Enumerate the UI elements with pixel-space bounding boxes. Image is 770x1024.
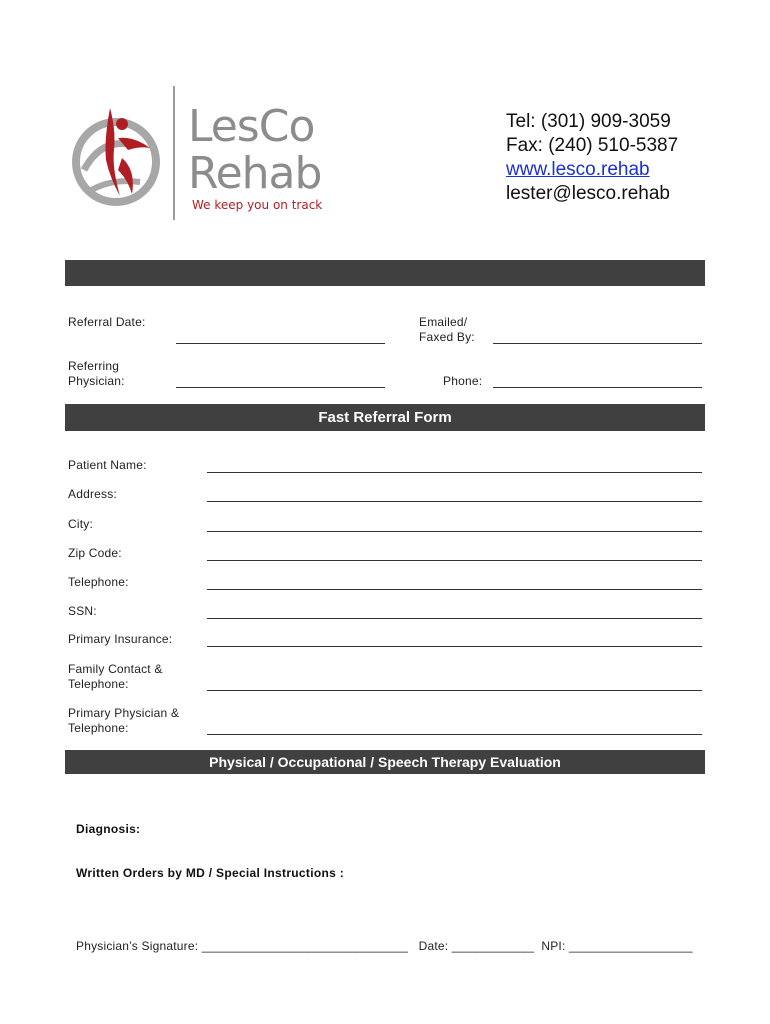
logo-word-rehab: Rehab: [188, 148, 322, 199]
family-contact-label-2: Telephone:: [68, 677, 129, 691]
logo-emblem: [70, 100, 162, 215]
orders-label: Written Orders by MD / Special Instructions :: [76, 866, 344, 880]
referring-physician-field[interactable]: [176, 387, 385, 388]
signature-line[interactable]: Physician’s Signature: ______________________________ Date: ____________ NPI: __________________: [76, 939, 693, 953]
evaluation-title: Physical / Occupational / Speech Therapy Evaluation: [65, 750, 705, 774]
insurance-field[interactable]: [207, 646, 702, 647]
header-bar: [65, 260, 705, 286]
primary-physician-label-2: Telephone:: [68, 721, 129, 735]
form-title: Fast Referral Form: [65, 404, 705, 431]
emailed-label-1: Emailed/: [419, 315, 468, 329]
patient-name-field[interactable]: [207, 472, 702, 473]
family-contact-field[interactable]: [207, 690, 702, 691]
phone-label: Phone:: [443, 374, 483, 388]
emailed-label-2: Faxed By:: [419, 330, 475, 344]
city-label: City:: [68, 517, 93, 531]
telephone-field[interactable]: [207, 589, 702, 590]
ssn-label: SSN:: [68, 604, 97, 618]
ssn-field[interactable]: [207, 618, 702, 619]
primary-physician-label-1: Primary Physician &: [68, 706, 180, 720]
phone-field[interactable]: [493, 387, 702, 388]
referral-date-label: Referral Date:: [68, 315, 146, 329]
address-field[interactable]: [207, 501, 702, 502]
telephone-label: Telephone:: [68, 575, 129, 589]
diagnosis-label: Diagnosis:: [76, 822, 141, 836]
primary-physician-field[interactable]: [207, 734, 702, 735]
address-label: Address:: [68, 487, 117, 501]
referral-date-field[interactable]: [176, 343, 385, 344]
patient-name-label: Patient Name:: [68, 458, 147, 472]
website-link[interactable]: www.lesco.rehab: [506, 159, 650, 180]
referring-label-1: Referring: [68, 359, 120, 373]
family-contact-label-1: Family Contact &: [68, 662, 163, 676]
contact-tel: Tel: (301) 909-3059: [506, 111, 671, 132]
emailed-faxed-field[interactable]: [493, 343, 702, 344]
contact-fax: Fax: (240) 510-5387: [506, 135, 679, 156]
contact-email: lester@lesco.rehab: [506, 183, 670, 204]
city-field[interactable]: [207, 531, 702, 532]
logo-divider: [173, 86, 175, 220]
logo-word-lesco: LesCo: [188, 101, 315, 152]
zip-label: Zip Code:: [68, 546, 122, 560]
insurance-label: Primary Insurance:: [68, 632, 173, 646]
zip-field[interactable]: [207, 560, 702, 561]
referring-label-2: Physician:: [68, 374, 125, 388]
logo-tagline: We keep you on track: [192, 198, 323, 212]
